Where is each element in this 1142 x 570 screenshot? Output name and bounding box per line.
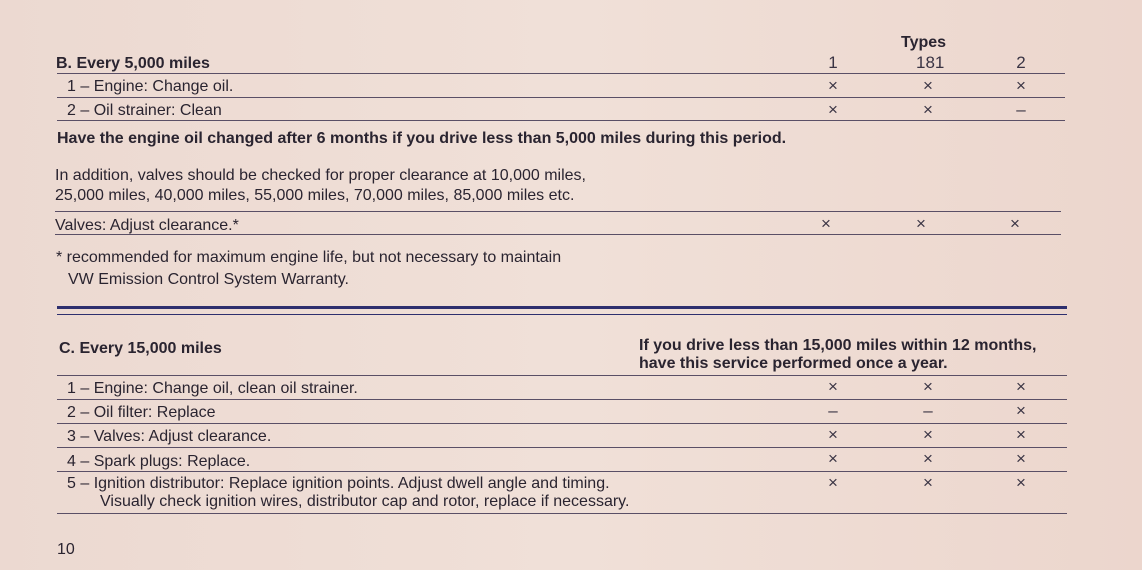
b-row-2-mark-1: ×: [828, 100, 838, 119]
b-row-1-mark-3: ×: [1016, 76, 1026, 95]
divider: [55, 211, 1061, 212]
divider: [57, 471, 1067, 472]
divider: [57, 73, 1065, 74]
c-row-5-mark-3: ×: [1016, 473, 1026, 492]
valves-row-mark-3: ×: [1010, 214, 1020, 233]
c-row-1-mark-2: ×: [923, 377, 933, 396]
divider: [57, 423, 1067, 424]
c-row-3-mark-3: ×: [1016, 425, 1026, 444]
valves-row-label: Valves: Adjust clearance.*: [55, 217, 239, 234]
valves-text-line-1: In addition, valves should be checked for proper clearance at 10,000 miles,: [55, 167, 586, 184]
divider: [57, 447, 1067, 448]
valves-row-mark-1: ×: [821, 214, 831, 233]
c-row-4-mark-1: ×: [828, 449, 838, 468]
oil-change-note: Have the engine oil changed after 6 months if you drive less than 5,000 miles during this period.: [57, 130, 787, 147]
section-c-title: C. Every 15,000 miles: [59, 340, 222, 357]
type-header-1: 1: [828, 53, 838, 72]
divider: [57, 97, 1065, 98]
c-row-5-label-line-2: Visually check ignition wires, distributor cap and rotor, replace if necessary.: [100, 493, 630, 510]
b-row-2-mark-2: ×: [923, 100, 933, 119]
c-row-2-mark-1: –: [828, 401, 838, 420]
valves-text-line-2: 25,000 miles, 40,000 miles, 55,000 miles, 70,000 miles, 85,000 miles etc.: [55, 187, 575, 204]
c-row-1-mark-1: ×: [828, 377, 838, 396]
footnote-line-2: VW Emission Control System Warranty.: [68, 271, 349, 288]
c-row-1-label: 1 – Engine: Change oil, clean oil strainer.: [67, 380, 358, 397]
section-c-note-line-1: If you drive less than 15,000 miles within 12 months,: [639, 337, 1037, 354]
divider: [57, 120, 1065, 121]
c-row-1-mark-3: ×: [1016, 377, 1026, 396]
footnote-line-1: * recommended for maximum engine life, but not necessary to maintain: [56, 249, 562, 266]
divider: [57, 513, 1067, 514]
b-row-2-label: 2 – Oil strainer: Clean: [67, 102, 222, 119]
section-b-title: B. Every 5,000 miles: [56, 55, 210, 72]
divider: [57, 399, 1067, 400]
c-row-3-label: 3 – Valves: Adjust clearance.: [67, 428, 272, 445]
c-row-4-mark-3: ×: [1016, 449, 1026, 468]
c-row-5-mark-2: ×: [923, 473, 933, 492]
section-separator-thin: [57, 314, 1067, 315]
c-row-5-mark-1: ×: [828, 473, 838, 492]
c-row-2-mark-2: –: [923, 401, 933, 420]
c-row-3-mark-2: ×: [923, 425, 933, 444]
divider: [57, 375, 1067, 376]
type-header-2: 2: [1016, 53, 1026, 72]
c-row-3-mark-1: ×: [828, 425, 838, 444]
c-row-2-mark-3: ×: [1016, 401, 1026, 420]
b-row-1-label: 1 – Engine: Change oil.: [67, 78, 234, 95]
b-row-1-mark-2: ×: [923, 76, 933, 95]
types-label: Types: [901, 34, 947, 51]
b-row-1-mark-1: ×: [828, 76, 838, 95]
section-c-note-line-2: have this service performed once a year.: [639, 355, 948, 372]
c-row-5-label: 5 – Ignition distributor: Replace ignition points. Adjust dwell angle and timing.: [67, 475, 610, 492]
c-row-4-label: 4 – Spark plugs: Replace.: [67, 453, 251, 470]
divider: [55, 234, 1061, 235]
valves-row-mark-2: ×: [916, 214, 926, 233]
c-row-4-mark-2: ×: [923, 449, 933, 468]
type-header-181: 181: [916, 53, 945, 72]
c-row-2-label: 2 – Oil filter: Replace: [67, 404, 216, 421]
section-separator-thick: [57, 306, 1067, 309]
page-number: 10: [57, 541, 75, 558]
b-row-2-mark-3: –: [1016, 100, 1026, 119]
